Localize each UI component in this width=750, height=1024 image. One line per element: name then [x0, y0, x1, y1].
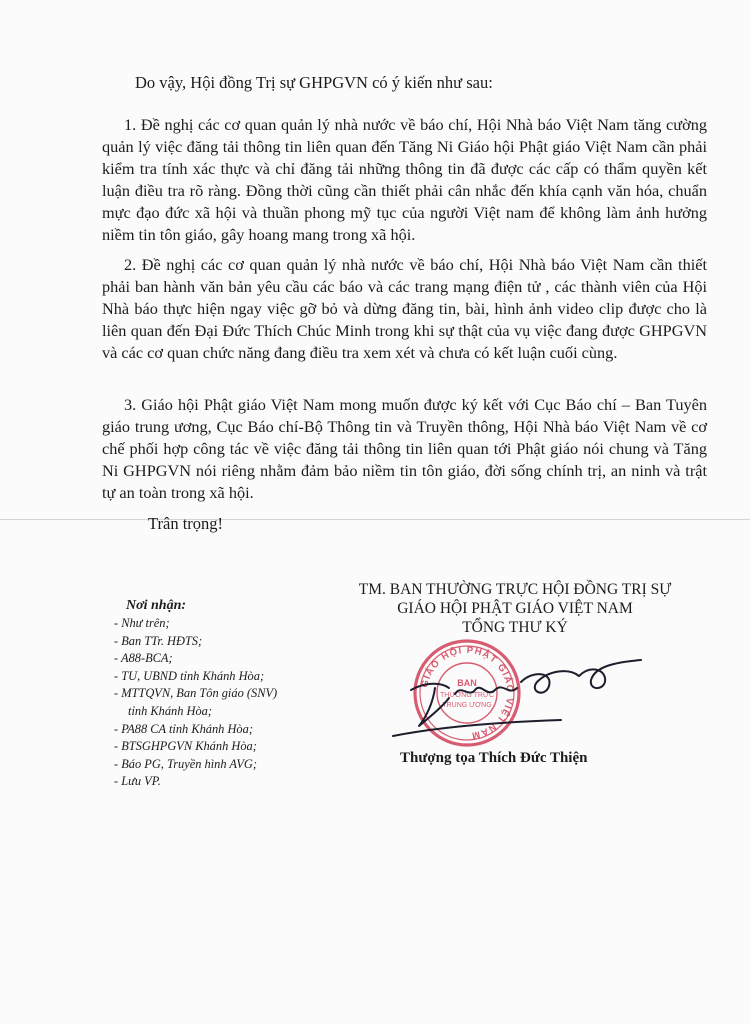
recipient-item: - TU, UBND tỉnh Khánh Hòa;	[114, 668, 265, 683]
recipient-item: - Như trên;	[114, 616, 170, 630]
seal-center-line-1: BAN	[457, 678, 477, 688]
signature-heading	[340, 580, 690, 637]
recipients-list	[114, 615, 374, 791]
recipients-title: Nơi nhận:	[126, 598, 187, 613]
recipient-item: - Lưu VP.	[114, 774, 161, 789]
recipient-item: tỉnh Khánh Hòa;	[128, 703, 212, 718]
paragraph-1: 1. Đề nghị các cơ quan quản lý nhà nước về báo chí, Hội Nhà báo Việt Nam tăng cường quản lý việc đăng tải thông tin liên quan đến Tăng Ni Giáo hội Phật giáo Việt Nam cần phải kiểm tra tính xác thực và chỉ đăng tải những thông tin đã được các cấp có thẩm quyền kết luận điều tra rõ ràng. Đồng thời cũng cần thiết phải cân nhắc đến khía cạnh văn hóa, chuẩn mực đạo đức xã hội và thuần phong mỹ tục của người Việt nam để không làm ảnh hưởng niềm tin tôn giáo, gây hoang mang trong xã hội.	[102, 115, 707, 244]
intro-text: Do vậy, Hội đồng Trị sự GHPGVN có ý kiến như sau:	[135, 73, 493, 92]
paper-fold-line	[0, 519, 750, 520]
paragraph-3: 3. Giáo hội Phật giáo Việt Nam mong muốn được ký kết với Cục Báo chí – Ban Tuyên giáo trung ương, Cục Báo chí-Bộ Thông tin và Truyền thông, Hội Nhà báo Việt Nam về cơ chế phối hợp công tác về việc đăng tải thông tin liên quan tới Phật giáo nói chung và Tăng Ni GHPGVN nói riêng nhằm đảm bảo niềm tin tôn giáo, đời sống chính trị, an ninh và trật tự an toàn trong xã hội.	[102, 395, 707, 502]
recipients-block	[114, 598, 374, 791]
handwritten-signature	[383, 640, 663, 745]
signature-line-3: TỔNG THƯ KÝ	[462, 619, 568, 636]
recipient-item: - Báo PG, Truyền hình AVG;	[114, 756, 258, 771]
seal-center-line-3: TRUNG ƯƠNG	[442, 702, 492, 709]
seal-center-line-2: THƯỜNG TRỰC	[440, 692, 494, 699]
signer-name: Thượng tọa Thích Đức Thiện	[400, 750, 588, 766]
recipient-item: - A88-BCA;	[114, 651, 173, 666]
signature-line-1: TM. BAN THƯỜNG TRỰC HỘI ĐỒNG TRỊ SỰ	[358, 581, 672, 598]
recipient-item: - Ban TTr. HĐTS;	[114, 633, 203, 648]
recipient-item: - MTTQVN, Ban Tôn giáo (SNV)	[114, 686, 278, 701]
recipient-item: - PA88 CA tỉnh Khánh Hòa;	[114, 721, 253, 736]
seal-ring-text: GIÁO HỘI PHẬT GIÁO VIỆT NAM	[419, 644, 516, 741]
signature-line-2: GIÁO HỘI PHẬT GIÁO VIỆT NAM	[397, 600, 633, 617]
closing-text: Trân trọng!	[148, 514, 224, 533]
recipient-item: - BTSGHPGVN Khánh Hòa;	[114, 739, 257, 754]
paragraph-2: 2. Đề nghị các cơ quan quản lý nhà nước về báo chí, Hội Nhà báo Việt Nam cần thiết phải ban hành văn bản yêu cầu các báo và các trang mạng điện tử , các thành viên của Hội Nhà báo thực hiện ngay việc gỡ bỏ và dừng đăng tin, bài, hình ảnh video clip được cho là liên quan đến Đại Đức Thích Chúc Minh trong khi sự thật của vụ việc đang được GHPGVN và các cơ quan chức năng đang điều tra xem xét và chưa có kết luận cuối cùng.	[102, 255, 707, 362]
